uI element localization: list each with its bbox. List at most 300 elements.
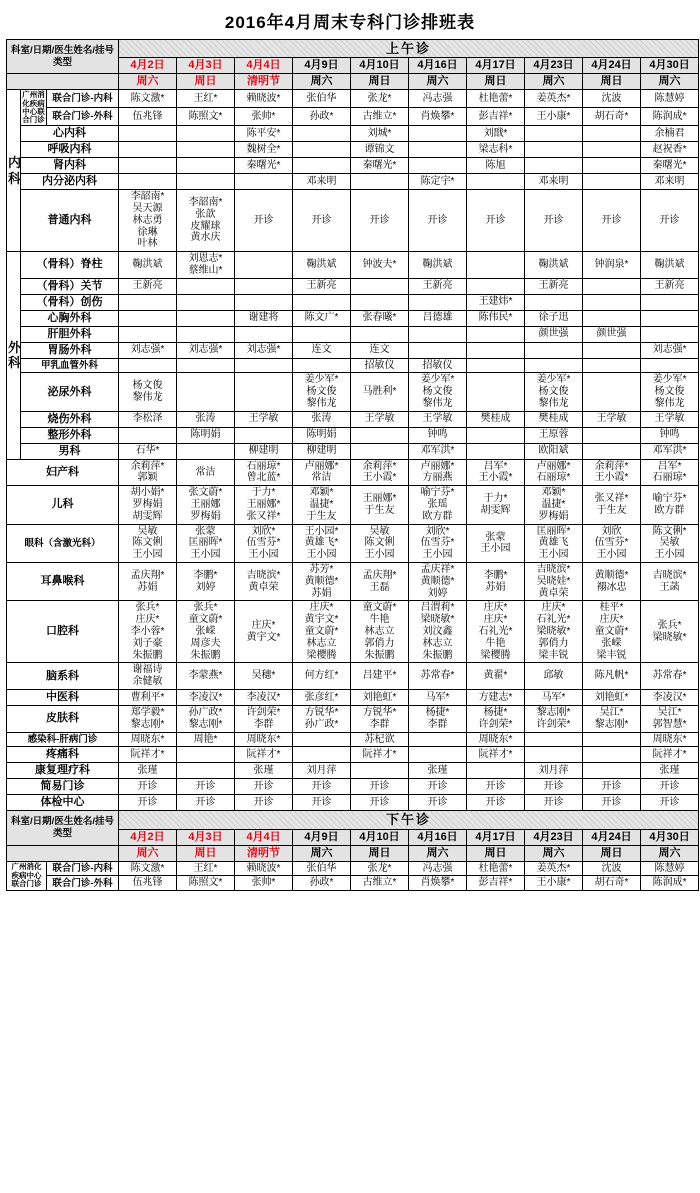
schedule-cell <box>583 443 641 459</box>
schedule-cell <box>119 310 177 326</box>
schedule-cell: 胡石奇* <box>583 108 641 126</box>
schedule-cell: 开诊 <box>293 190 351 252</box>
schedule-cell: 谢福诗 余健敏 <box>119 663 177 690</box>
schedule-cell: 王新亮 <box>293 278 351 294</box>
schedule-cell: 卢丽娜* 常洁 <box>293 459 351 486</box>
schedule-cell <box>119 326 177 342</box>
schedule-cell: 邓来明 <box>641 174 699 190</box>
schedule-cell: 肖焕攀* <box>409 108 467 126</box>
schedule-cell: 吉晓滨* 吴晓娃* 黄卓荣 <box>525 563 583 601</box>
schedule-cell: 开诊 <box>177 779 235 795</box>
schedule-cell <box>177 763 235 779</box>
date-header: 4月4日 <box>235 58 293 74</box>
row-label: （骨科）脊柱 <box>21 252 119 279</box>
table-row <box>7 294 699 310</box>
schedule-cell <box>409 158 467 174</box>
schedule-cell <box>583 747 641 763</box>
row-label: 联合门诊-外科 <box>47 876 119 891</box>
date-header: 4月24日 <box>583 829 641 845</box>
schedule-cell <box>583 732 641 747</box>
schedule-cell: 吉晓滨* 黄卓荣 <box>235 563 293 601</box>
schedule-cell <box>351 763 409 779</box>
table-row <box>7 278 699 294</box>
schedule-cell: 许剑荣* 李群 <box>235 705 293 732</box>
schedule-cell <box>641 326 699 342</box>
schedule-cell: 梁志科* <box>467 142 525 158</box>
day-header: 周六 <box>525 74 583 90</box>
table-row <box>7 601 699 663</box>
schedule-cell: 石丽琼* 曾北蓝* <box>235 459 293 486</box>
row-label: 妇产科 <box>7 459 119 486</box>
schedule-cell: 柳建明 <box>235 443 293 459</box>
schedule-cell: 黄翟* <box>467 663 525 690</box>
schedule-cell: 张涛 <box>177 411 235 427</box>
table-row <box>7 486 699 524</box>
date-header: 4月23日 <box>525 829 583 845</box>
schedule-cell: 王建炜* <box>467 294 525 310</box>
schedule-cell: 陈明娟 <box>177 427 235 443</box>
table-row <box>7 252 699 279</box>
schedule-cell: 何方红* <box>293 663 351 690</box>
schedule-cell: 张瑾 <box>641 763 699 779</box>
schedule-cell: 周晓东* <box>235 732 293 747</box>
date-header: 4月30日 <box>641 829 699 845</box>
schedule-cell: 魏树全* <box>235 142 293 158</box>
schedule-cell: 郑学毅* 黎志刚* <box>119 705 177 732</box>
row-label: 耳鼻喉科 <box>7 563 119 601</box>
schedule-cell: 李凌汉* <box>177 690 235 706</box>
schedule-cell <box>583 342 641 358</box>
schedule-cell: 王小园* 黄雄飞* 王小园 <box>293 524 351 562</box>
schedule-cell: 王丽娜* 于生友 <box>351 486 409 524</box>
schedule-cell: 吕军* 王小霞* <box>467 459 525 486</box>
schedule-cell: 王原蓉 <box>525 427 583 443</box>
day-header: 周日 <box>583 845 641 861</box>
schedule-cell: 钟润泉* <box>583 252 641 279</box>
schedule-cell: 秦曙光* <box>235 158 293 174</box>
schedule-cell: 陈照文* <box>177 108 235 126</box>
schedule-cell <box>525 342 583 358</box>
table-row <box>7 158 699 174</box>
schedule-cell: 张兵* 庄庆* 李小蓉* 刘子豪 朱振鹏 <box>119 601 177 663</box>
schedule-cell: 钟波夫* <box>351 252 409 279</box>
day-header: 周六 <box>409 845 467 861</box>
schedule-cell: 陈旭 <box>467 158 525 174</box>
day-header: 周日 <box>583 74 641 90</box>
schedule-cell: 孙政* <box>293 876 351 891</box>
schedule-cell: 庄庆* 黄宇文* <box>235 601 293 663</box>
date-header: 4月3日 <box>177 829 235 845</box>
schedule-cell: 李韶南* 张歆 皮耀球 黄水庆 <box>177 190 235 252</box>
schedule-cell: 王小康* <box>525 108 583 126</box>
schedule-cell: 陈平安* <box>235 126 293 142</box>
schedule-cell: 余莉萍* 郭颖 <box>119 459 177 486</box>
day-header: 周六 <box>409 74 467 90</box>
schedule-cell: 开诊 <box>409 779 467 795</box>
schedule-cell: 刘志强* <box>641 342 699 358</box>
row-label: 心内科 <box>21 126 119 142</box>
row-label: 康复理疗科 <box>7 763 119 779</box>
schedule-cell: 王红* <box>177 861 235 876</box>
day-header: 清明节 <box>235 74 293 90</box>
schedule-cell: 刘恩志* 蔡维山* <box>177 252 235 279</box>
schedule-cell: 马军* <box>409 690 467 706</box>
schedule-cell: 吕建平* <box>351 663 409 690</box>
schedule-cell: 阮祥才* <box>119 747 177 763</box>
schedule-cell <box>409 142 467 158</box>
table-row <box>7 876 699 891</box>
schedule-cell: 刘艳虹* <box>351 690 409 706</box>
schedule-cell <box>293 294 351 310</box>
schedule-cell: 招敏仪 <box>351 358 409 373</box>
schedule-cell: 周晓东* <box>467 732 525 747</box>
table-row <box>7 358 699 373</box>
schedule-cell: 吕德雄 <box>409 310 467 326</box>
table-row <box>7 795 699 811</box>
schedule-cell: 开诊 <box>583 795 641 811</box>
schedule-cell: 颜世强 <box>525 326 583 342</box>
schedule-cell <box>235 278 293 294</box>
joint-clinic-label-pm: 广州消化疾病中心联合门诊 <box>7 861 47 891</box>
schedule-cell <box>119 427 177 443</box>
schedule-cell: 柳建明 <box>293 443 351 459</box>
row-label: 眼科（含激光科） <box>7 524 119 562</box>
row-label: 肝胆外科 <box>21 326 119 342</box>
schedule-cell: 卢丽娜* 方丽燕 <box>409 459 467 486</box>
schedule-cell: 开诊 <box>351 190 409 252</box>
table-row <box>7 732 699 747</box>
day-header: 周六 <box>119 74 177 90</box>
schedule-cell <box>293 142 351 158</box>
day-header: 周日 <box>177 845 235 861</box>
day-header: 周日 <box>351 845 409 861</box>
table-row <box>7 90 699 108</box>
day-header: 清明节 <box>235 845 293 861</box>
schedule-cell: 刘欣* 伍雪芬* 王小园 <box>235 524 293 562</box>
schedule-cell <box>351 326 409 342</box>
date-header: 4月24日 <box>583 58 641 74</box>
schedule-cell: 开诊 <box>235 779 293 795</box>
schedule-cell: 王学敏 <box>583 411 641 427</box>
schedule-cell <box>409 747 467 763</box>
schedule-cell: 开诊 <box>641 190 699 252</box>
schedule-cell: 张伯华 <box>293 861 351 876</box>
schedule-cell: 连文 <box>293 342 351 358</box>
schedule-cell: 谭锦文 <box>351 142 409 158</box>
schedule-cell: 钟鸣 <box>641 427 699 443</box>
table-row <box>7 427 699 443</box>
schedule-cell: 周晓东* <box>119 732 177 747</box>
corner-label: 科室/日期/医生姓名/挂号类型 <box>7 40 119 74</box>
schedule-cell: 张龙* <box>351 861 409 876</box>
schedule-cell <box>293 158 351 174</box>
schedule-cell <box>235 326 293 342</box>
schedule-cell: 刘志强* <box>177 342 235 358</box>
schedule-cell: 彭吉祥* <box>467 108 525 126</box>
schedule-cell: 连文 <box>351 342 409 358</box>
table-row <box>7 108 699 126</box>
schedule-cell: 喻宁芬* 欧方群 <box>641 486 699 524</box>
schedule-cell: 鞠洪斌 <box>641 252 699 279</box>
schedule-cell: 陈凡帆* <box>583 663 641 690</box>
table-row <box>7 190 699 252</box>
schedule-cell <box>177 358 235 373</box>
schedule-cell <box>293 326 351 342</box>
schedule-cell: 吉晓滨* 王菡 <box>641 563 699 601</box>
schedule-cell: 开诊 <box>525 779 583 795</box>
date-header: 4月30日 <box>641 58 699 74</box>
schedule-cell: 杜艳蕾* <box>467 90 525 108</box>
schedule-cell: 张伯华 <box>293 90 351 108</box>
schedule-cell: 刘戬* <box>467 126 525 142</box>
row-label: 烧伤外科 <box>21 411 119 427</box>
schedule-cell: 陈慧婷 <box>641 90 699 108</box>
schedule-cell <box>235 174 293 190</box>
schedule-cell: 开诊 <box>235 795 293 811</box>
schedule-cell: 庄庆* 庄庆* 石礼光* 牛艳 梁樱腾 <box>467 601 525 663</box>
schedule-cell <box>119 142 177 158</box>
schedule-cell <box>177 310 235 326</box>
header-day-row <box>7 74 699 90</box>
schedule-cell <box>467 342 525 358</box>
schedule-cell: 陈伟民* <box>467 310 525 326</box>
schedule-cell: 开诊 <box>119 795 177 811</box>
schedule-cell: 张龙* <box>351 90 409 108</box>
schedule-cell: 张蒙 匡丽晖* 王小园 <box>177 524 235 562</box>
schedule-cell: 常洁 <box>177 459 235 486</box>
schedule-cell: 张蒙 王小园 <box>467 524 525 562</box>
schedule-cell: 开诊 <box>583 779 641 795</box>
schedule-cell: 开诊 <box>641 779 699 795</box>
schedule-cell: 开诊 <box>351 795 409 811</box>
schedule-cell: 桂平* 庄庆* 童文蔚* 张嵘 梁丰锐 <box>583 601 641 663</box>
schedule-cell: 邓来明 <box>293 174 351 190</box>
schedule-cell: 肖焕攀* <box>409 876 467 891</box>
row-label: 泌尿外科 <box>21 373 119 411</box>
schedule-cell: 张文蔚* 王丽娜 罗梅娟 <box>177 486 235 524</box>
schedule-cell: 刘城* <box>351 126 409 142</box>
schedule-cell: 余莉萍* 王小霞* <box>583 459 641 486</box>
row-label: 口腔科 <box>7 601 119 663</box>
schedule-cell <box>177 294 235 310</box>
schedule-cell: 方锐华* 孙广政* <box>293 705 351 732</box>
schedule-cell: 李鹏* 苏娟 <box>467 563 525 601</box>
schedule-cell: 苏常春* <box>409 663 467 690</box>
schedule-cell: 胡小娟* 罗梅娟 胡雯辉 <box>119 486 177 524</box>
schedule-cell: 方锐华* 李群 <box>351 705 409 732</box>
schedule-cell <box>235 373 293 411</box>
schedule-cell: 孟庆祥* 黄顺德* 刘婷 <box>409 563 467 601</box>
schedule-cell: 鞠洪斌 <box>409 252 467 279</box>
schedule-cell: 陈文广* <box>293 310 351 326</box>
table-row <box>7 174 699 190</box>
header-band-row <box>7 811 699 829</box>
schedule-cell: 李韶南* 吴天源 林志勇 徐琳 叶林 <box>119 190 177 252</box>
table-row <box>7 443 699 459</box>
schedule-cell: 秦曙光* <box>351 158 409 174</box>
schedule-cell: 刘艳虹* <box>583 690 641 706</box>
schedule-cell <box>467 443 525 459</box>
schedule-cell: 谢建将 <box>235 310 293 326</box>
schedule-cell: 张帅* <box>235 876 293 891</box>
schedule-cell: 张瑾 <box>409 763 467 779</box>
schedule-cell <box>177 373 235 411</box>
schedule-cell <box>583 158 641 174</box>
row-label: 简易门诊 <box>7 779 119 795</box>
day-header: 周日 <box>177 74 235 90</box>
schedule-cell: 欧阳斌 <box>525 443 583 459</box>
schedule-cell: 张兵* 梁晓敏* <box>641 601 699 663</box>
schedule-cell: 姜少军* 杨文俊 黎伟龙 <box>409 373 467 411</box>
schedule-cell: 吴敏 陈文俐 王小园 <box>351 524 409 562</box>
schedule-cell: 沈波 <box>583 861 641 876</box>
corner-label: 科室/日期/医生姓名/挂号类型 <box>7 811 119 845</box>
schedule-cell <box>583 142 641 158</box>
schedule-cell <box>177 126 235 142</box>
schedule-cell: 鞠洪斌 <box>119 252 177 279</box>
section-label-surgery: 外 科 <box>7 252 21 460</box>
date-header: 4月23日 <box>525 58 583 74</box>
date-header: 4月2日 <box>119 58 177 74</box>
schedule-cell: 马军* <box>525 690 583 706</box>
schedule-cell <box>641 310 699 326</box>
schedule-cell <box>293 732 351 747</box>
table-row <box>7 524 699 562</box>
table-row <box>7 326 699 342</box>
schedule-cell: 吴敏 陈文俐 王小园 <box>119 524 177 562</box>
joint-clinic-label: 广州消化疾病中心联合门诊 <box>22 90 45 125</box>
schedule-cell: 邓颖* 温捷* 罗梅娟 <box>525 486 583 524</box>
date-header: 4月16日 <box>409 58 467 74</box>
date-header: 4月10日 <box>351 58 409 74</box>
schedule-cell: 黎志刚* 许剑荣* <box>525 705 583 732</box>
schedule-cell <box>351 294 409 310</box>
schedule-cell: 颜世强 <box>583 326 641 342</box>
schedule-cell <box>525 158 583 174</box>
schedule-cell: 刘志强* <box>119 342 177 358</box>
date-header: 4月9日 <box>293 829 351 845</box>
schedule-cell: 李松泽 <box>119 411 177 427</box>
schedule-cell <box>467 174 525 190</box>
schedule-cell: 张瑾 <box>235 763 293 779</box>
schedule-cell: 吴江* 郭智慧* <box>641 705 699 732</box>
schedule-cell: 方建志* <box>467 690 525 706</box>
schedule-cell: 余楠君 <box>641 126 699 142</box>
schedule-cell <box>351 427 409 443</box>
schedule-cell <box>235 427 293 443</box>
schedule-cell <box>409 126 467 142</box>
schedule-cell: 庄庆* 黄宇文* 童文蔚* 林志立 梁樱腾 <box>293 601 351 663</box>
schedule-cell: 邱敏 <box>525 663 583 690</box>
schedule-cell: 赖晓波* <box>235 90 293 108</box>
schedule-cell <box>525 142 583 158</box>
schedule-cell: 赖晓波* <box>235 861 293 876</box>
schedule-cell <box>467 763 525 779</box>
day-header: 周六 <box>641 74 699 90</box>
schedule-cell: 吴穗* <box>235 663 293 690</box>
schedule-cell: 王新亮 <box>641 278 699 294</box>
schedule-cell <box>641 294 699 310</box>
row-label: 脑系科 <box>7 663 119 690</box>
row-label: 联合门诊-内科 <box>47 861 119 876</box>
schedule-cell: 孙政* <box>293 108 351 126</box>
schedule-cell: 鞠洪斌 <box>293 252 351 279</box>
row-label: 体检中心 <box>7 795 119 811</box>
row-label: （骨科）关节 <box>21 278 119 294</box>
schedule-cell: 李凌汉* <box>641 690 699 706</box>
section-label-internal: 内 科 <box>7 90 21 252</box>
schedule-cell: 周艳* <box>177 732 235 747</box>
schedule-cell: 孟庆翔* 苏娟 <box>119 563 177 601</box>
schedule-cell <box>235 252 293 279</box>
schedule-cell: 曹利平* <box>119 690 177 706</box>
schedule-cell: 王学敏 <box>409 411 467 427</box>
schedule-cell <box>177 747 235 763</box>
schedule-cell: 黄顺德* 禤冰忠 <box>583 563 641 601</box>
day-header: 周日 <box>351 74 409 90</box>
table-row <box>7 310 699 326</box>
schedule-cell <box>177 174 235 190</box>
schedule-cell: 吴江* 黎志刚* <box>583 705 641 732</box>
table-row <box>7 459 699 486</box>
schedule-cell: 邓军洪* <box>409 443 467 459</box>
schedule-cell: 樊桂成 <box>525 411 583 427</box>
schedule-cell: 刘欣 伍雪芬* 王小园 <box>583 524 641 562</box>
day-header: 周六 <box>525 845 583 861</box>
schedule-cell <box>119 174 177 190</box>
day-header: 周六 <box>641 845 699 861</box>
schedule-cell: 于力* 王丽娜* 张又祥* <box>235 486 293 524</box>
schedule-cell <box>467 373 525 411</box>
schedule-cell <box>351 443 409 459</box>
schedule-cell: 王学敏 <box>351 411 409 427</box>
schedule-cell: 孟庆翔* 王磊 <box>351 563 409 601</box>
schedule-cell: 王学敏 <box>235 411 293 427</box>
schedule-cell: 庄庆* 石礼光* 梁晓敏* 郭俏力 梁丰锐 <box>525 601 583 663</box>
day-header: 周日 <box>467 845 525 861</box>
schedule-cell: 余莉萍* 王小霞* <box>351 459 409 486</box>
schedule-cell: 周晓东* <box>641 732 699 747</box>
date-header: 4月4日 <box>235 829 293 845</box>
row-label: 男科 <box>21 443 119 459</box>
date-header: 4月9日 <box>293 58 351 74</box>
schedule-cell: 吕军* 石丽琼* <box>641 459 699 486</box>
schedule-cell: 冯志强 <box>409 861 467 876</box>
schedule-cell <box>583 278 641 294</box>
schedule-cell: 张兵* 童文蔚* 张嵘 周彦夫 朱振鹏 <box>177 601 235 663</box>
schedule-cell: 姜英杰* <box>525 861 583 876</box>
schedule-cell: 杨文俊 黎伟龙 <box>119 373 177 411</box>
schedule-cell: 沈波 <box>583 90 641 108</box>
schedule-cell <box>409 326 467 342</box>
schedule-cell <box>119 126 177 142</box>
day-header: 周六 <box>293 74 351 90</box>
schedule-cell: 彭吉祥* <box>467 876 525 891</box>
schedule-cell: 匡丽晖* 黄雄飞 王小园 <box>525 524 583 562</box>
schedule-cell <box>351 174 409 190</box>
schedule-cell: 开诊 <box>119 779 177 795</box>
table-row <box>7 373 699 411</box>
schedule-cell: 古维立* <box>351 876 409 891</box>
schedule-cell: 开诊 <box>467 779 525 795</box>
schedule-cell: 开诊 <box>177 795 235 811</box>
schedule-cell: 苏芳* 黄顺德* 苏娟 <box>293 563 351 601</box>
schedule-cell: 邓来明 <box>525 174 583 190</box>
schedule-cell: 杨捷* 李群 <box>409 705 467 732</box>
schedule-cell <box>235 294 293 310</box>
date-header: 4月2日 <box>119 829 177 845</box>
date-header: 4月17日 <box>467 58 525 74</box>
